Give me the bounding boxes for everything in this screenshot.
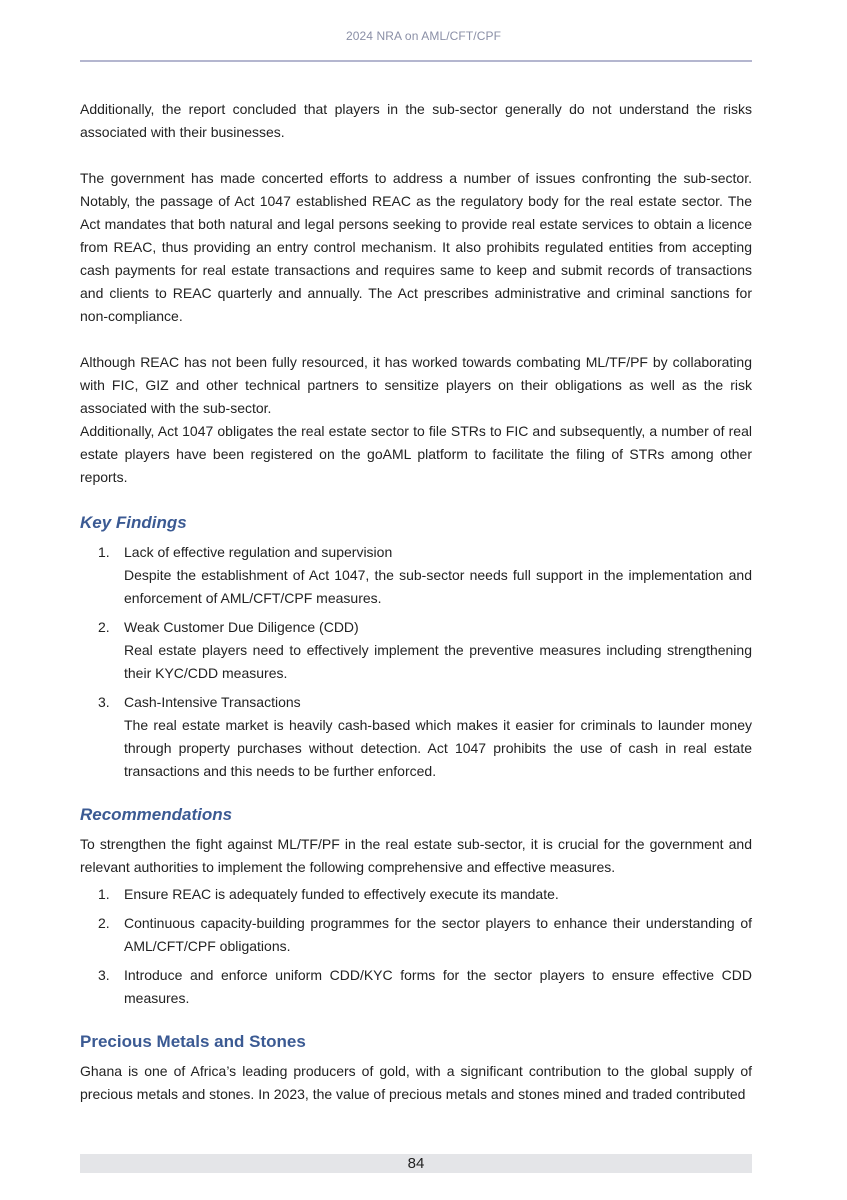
recommendation-item — [80, 883, 752, 906]
key-finding-text: Real estate players need to effectively implement the preventive measures including strengthening their KYC/CDD measures. — [124, 642, 752, 681]
key-finding-item — [80, 541, 752, 610]
key-finding-title: Lack of effective regulation and supervision — [124, 544, 393, 560]
key-finding-item — [80, 691, 752, 783]
header-rule — [80, 60, 752, 62]
recommendations-heading: Recommendations — [80, 805, 233, 824]
paragraph-str-filing: Additionally, Act 1047 obligates the real estate sector to file STRs to FIC and subsequently, a number of real estate players have been registered on the goAML platform to facilitate the filing of STRs among other reports. — [80, 423, 752, 485]
key-finding-text: Despite the establishment of Act 1047, the sub-sector needs full support in the implementation and enforcement of AML/CFT/CPF measures. — [124, 567, 752, 606]
recommendations-intro: To strengthen the fight against ML/TF/PF in the real estate sub-sector, it is crucial for the government and relevant authorities to implement the following comprehensive and effective measures. — [80, 836, 752, 875]
recommendation-text: Introduce and enforce uniform CDD/KYC forms for the sector players to ensure effective CDD measures. — [124, 967, 752, 1006]
recommendation-item — [80, 912, 752, 958]
paragraph-government-efforts: The government has made concerted efforts to address a number of issues confronting the sub-sector. Notably, the passage of Act 1047 established REAC as the regulatory body for the real estate sector. The Act mandates that both natural and legal persons seeking to provide real estate services to obtain a licence from REAC, thus providing an entry control mechanism. It also prohibits regulated entities from accepting cash payments for real estate transactions and requires same to keep and submit records of transactions and clients to REAC quarterly and annually. The Act prescribes administrative and criminal sanctions for non-compliance. — [80, 170, 752, 324]
key-finding-title: Cash-Intensive Transactions — [124, 694, 301, 710]
list-number: 3. — [98, 967, 110, 983]
key-finding-item — [80, 616, 752, 685]
key-finding-title: Weak Customer Due Diligence (CDD) — [124, 619, 359, 635]
running-header: 2024 NRA on AML/CFT/CPF — [345, 29, 502, 43]
list-number: 2. — [98, 915, 110, 931]
key-finding-text: The real estate market is heavily cash-based which makes it easier for criminals to launder money through property purchases without detection. Act 1047 prohibits the use of cash in real estate transactions and this needs to be further enforced. — [124, 717, 752, 779]
paragraph-reac-resourcing: Although REAC has not been fully resourced, it has worked towards combating ML/TF/PF by collaborating with FIC, GIZ and other technical partners to sensitize players on their obligations as well as the risk associated with the sub-sector. — [80, 354, 752, 416]
list-number: 3. — [98, 694, 110, 710]
recommendation-item — [80, 964, 752, 1010]
paragraph-risk-understanding: Additionally, the report concluded that players in the sub-sector generally do not understand the risks associated with their businesses. — [80, 101, 752, 140]
list-number: 1. — [98, 544, 110, 560]
list-number: 1. — [98, 886, 110, 902]
recommendations-list — [80, 883, 752, 1010]
recommendation-text: Ensure REAC is adequately funded to effectively execute its mandate. — [124, 886, 559, 902]
list-number: 2. — [98, 619, 110, 635]
page-content — [80, 98, 752, 1106]
precious-metals-heading: Precious Metals and Stones — [80, 1032, 306, 1051]
recommendation-text: Continuous capacity-building programmes for the sector players to enhance their understanding of AML/CFT/CPF obligations. — [124, 915, 752, 954]
key-findings-list — [80, 541, 752, 783]
precious-metals-paragraph: Ghana is one of Africa’s leading producers of gold, with a significant contribution to the global supply of precious metals and stones. In 2023, the value of precious metals and stones mined and traded contributed — [80, 1063, 752, 1102]
key-findings-heading: Key Findings — [80, 513, 187, 532]
page-number: 84 — [80, 1154, 752, 1173]
